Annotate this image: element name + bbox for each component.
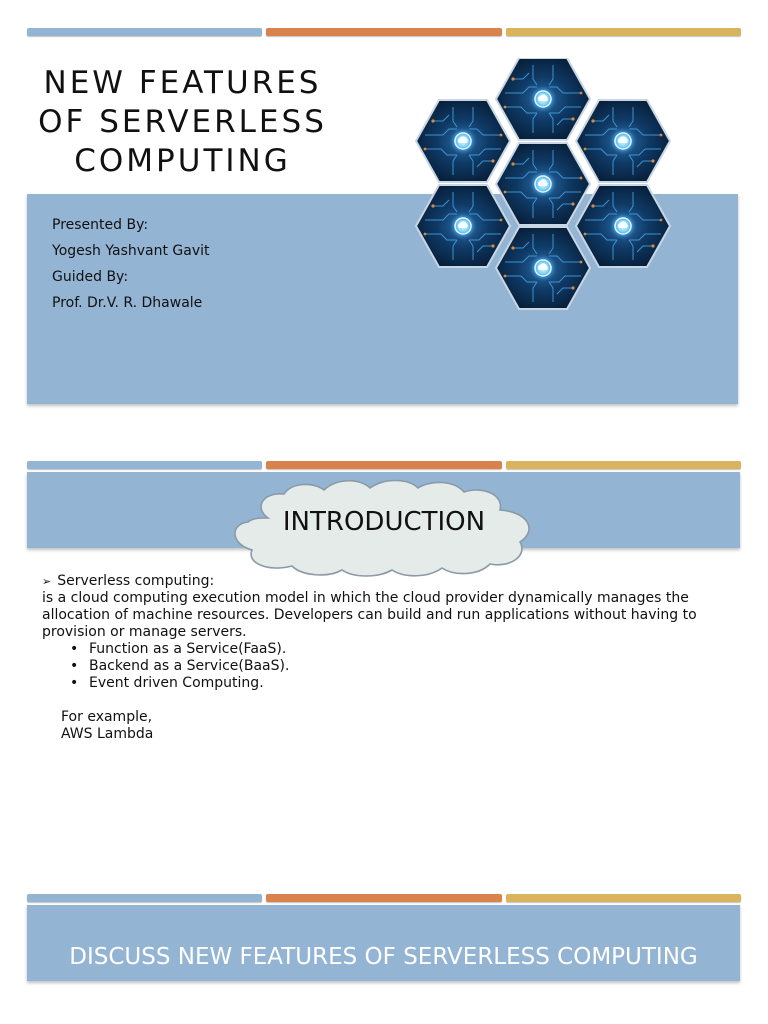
example-label: For example, [61,709,153,725]
list-item: • Event driven Computing. [70,675,722,692]
accent-bar-blue [27,28,262,36]
presented-by-label: Presented By: [52,217,149,233]
accent-bar-orange [266,28,501,36]
feature-list [42,641,722,692]
accent-bars-slide2 [27,461,741,469]
slide3-title: DISCUSS NEW FEATURES OF SERVERLESS COMPUTING [69,944,698,970]
intro-description: is a cloud computing execution model in which the cloud provider dynamically manages the allocation of machine resources. Developers can build and run applications without having to provision or manage servers. [42,590,697,640]
accent-bar-gold [506,461,741,469]
slide1-title: NEW FEATURES OF SERVERLESS COMPUTING [38,65,327,179]
presenter-name: Yogesh Yashvant Gavit [52,243,210,259]
accent-bar-orange [266,894,501,902]
accent-bar-gold [506,28,741,36]
accent-bar-orange [266,461,501,469]
bullet-heading: Serverless computing: [57,573,215,589]
intro-body [42,573,722,743]
accent-bar-gold [506,894,741,902]
accent-bars-slide3 [27,894,741,902]
bullet-heading-row [42,573,722,590]
guided-by-label: Guided By: [52,269,129,285]
list-item: • Backend as a Service(BaaS). [70,658,722,675]
example-value: AWS Lambda [61,726,154,742]
guide-name: Prof. Dr.V. R. Dhawale [52,295,203,311]
accent-bar-blue [27,894,262,902]
example-block [42,709,722,743]
accent-bars-slide1 [27,28,741,36]
list-item: • Function as a Service(FaaS). [70,641,722,658]
slide2-title: INTRODUCTION [282,507,486,537]
arrow-bullet-icon: ➢ [42,575,52,588]
accent-bar-blue [27,461,262,469]
hexagon-circuit-image [415,58,671,310]
presenter-block [52,212,210,316]
